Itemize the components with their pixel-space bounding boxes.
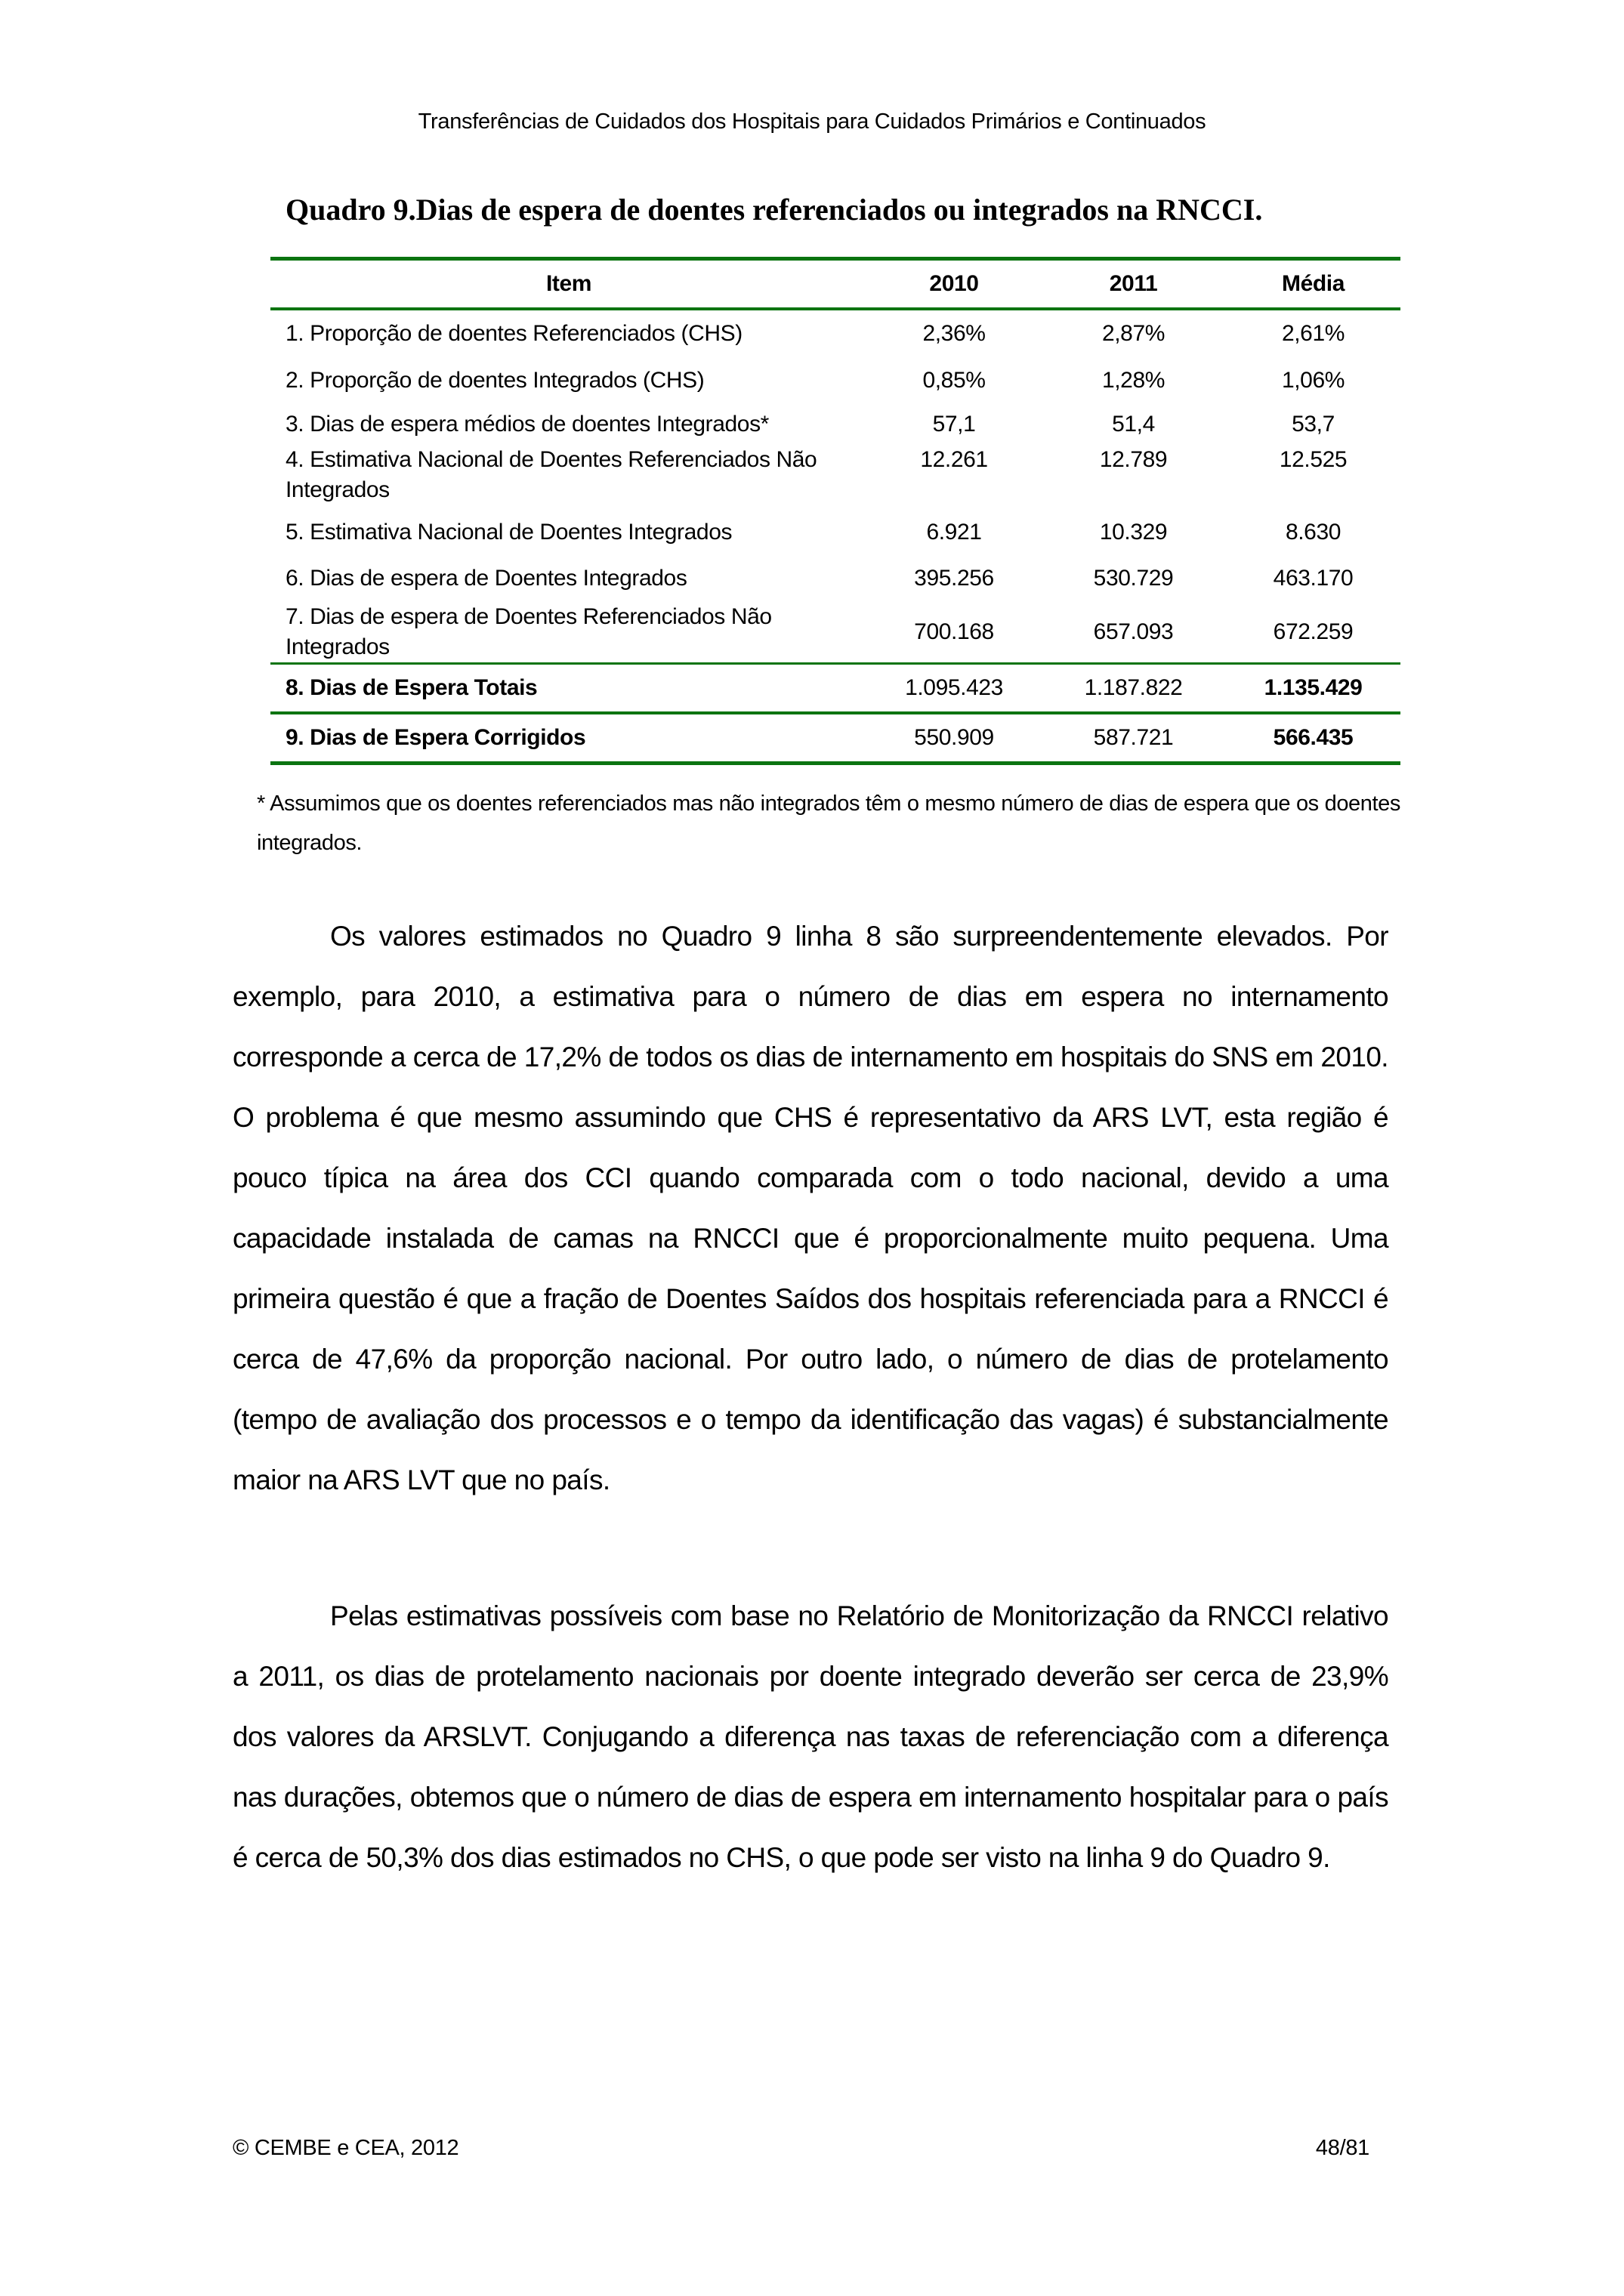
- table-row: [270, 404, 1400, 445]
- row-item-label: 6. Dias de espera de Doentes Integrados: [286, 566, 687, 591]
- row-item-label: 4. Estimativa Nacional de Doentes Referenciados Não Integrados: [286, 447, 817, 502]
- row-value-media: 566.435: [1226, 713, 1400, 764]
- body-paragraph-2-container: [233, 1586, 1388, 1888]
- row-value-2010: 12.261: [920, 447, 988, 472]
- row-value-media: 672.259: [1273, 619, 1354, 644]
- running-header: Transferências de Cuidados dos Hospitais para Cuidados Primários e Continuados: [418, 110, 1206, 134]
- row-value-2010: 550.909: [867, 713, 1041, 764]
- body-paragraph: Pelas estimativas possíveis com base no Relatório de Monitorização da RNCCI relativo a 2011, os dias de protelamento nacionais por doente integrado deverão ser cerca de 23,9% dos valores da ARSLVT. Conjugando a diferença nas taxas de referenciação com a diferença nas durações, obtemos que o número de dias de espera em internamento hospitalar para o país é cerca de 50,3% dos dias estimados no CHS, o que pode ser visto na linha 9 do Quadro 9.: [233, 1600, 1388, 1873]
- row-value-2010: 0,85%: [922, 368, 986, 393]
- row-value-2010: 57,1: [932, 412, 976, 437]
- footer-copyright: © CEMBE e CEA, 2012: [233, 2136, 459, 2160]
- column-header-item: Item: [270, 259, 867, 310]
- row-item-label: 1. Proporção de doentes Referenciados (CHS): [286, 321, 743, 346]
- table-row: [270, 602, 1400, 664]
- row-value-media: 1,06%: [1281, 368, 1345, 393]
- data-table: [270, 257, 1400, 765]
- row-value-2011: 2,87%: [1101, 321, 1166, 346]
- column-header-2011: 2011: [1041, 259, 1226, 310]
- table-caption: Quadro 9.Dias de espera de doentes referenciados ou integrados na RNCCI.: [286, 193, 1263, 227]
- row-item-label: 8. Dias de Espera Totais: [270, 664, 867, 714]
- row-value-2010: 395.256: [914, 566, 994, 591]
- table-row: [270, 510, 1400, 555]
- row-value-media: 53,7: [1292, 412, 1335, 437]
- row-item-label: 5. Estimativa Nacional de Doentes Integrados: [286, 520, 733, 545]
- table-row-corrected: [270, 713, 1400, 764]
- row-item-label: 3. Dias de espera médios de doentes Integrados*: [286, 412, 769, 437]
- table-row: [270, 445, 1400, 510]
- row-value-2011: 51,4: [1112, 412, 1155, 437]
- table-row-total: [270, 664, 1400, 714]
- table-row: [270, 309, 1400, 357]
- row-value-media: 12.525: [1279, 447, 1348, 472]
- row-value-2010: 700.168: [914, 619, 994, 644]
- row-value-2011: 657.093: [1093, 619, 1174, 644]
- table-header-row: [270, 259, 1400, 310]
- table-row: [270, 357, 1400, 404]
- row-value-2011: 1,28%: [1101, 368, 1166, 393]
- row-item-label: 7. Dias de espera de Doentes Referenciados Não Integrados: [286, 604, 772, 659]
- row-value-media: 1.135.429: [1226, 664, 1400, 714]
- row-value-media: 2,61%: [1281, 321, 1345, 346]
- row-value-2011: 587.721: [1041, 713, 1226, 764]
- row-value-media: 8.630: [1285, 520, 1341, 545]
- body-paragraph: Os valores estimados no Quadro 9 linha 8 são surpreendentemente elevados. Por exemplo, para 2010, a estimativa para o número de dias em espera no internamento corresponde a cerca de 17,2% de todos os dias de internamento em hospitais do SNS em 2010. O problema é que mesmo assumindo que CHS é representativo da ARS LVT, esta região é pouco típica na área dos CCI quando comparada com o todo nacional, devido a uma capacidade instalada de camas na RNCCI que é proporcionalmente muito pequena. Uma primeira questão é que a fração de Doentes Saídos dos hospitais referenciada para a RNCCI é cerca de 47,6% da proporção nacional. Por outro lado, o número de dias de protelamento (tempo de avaliação dos processos e o tempo da identificação das vagas) é substancialmente maior na ARS LVT que no país.: [233, 921, 1388, 1495]
- row-value-2010: 2,36%: [922, 321, 986, 346]
- row-value-2011: 10.329: [1099, 520, 1168, 545]
- row-value-media: 463.170: [1273, 566, 1354, 591]
- column-header-media: Média: [1226, 259, 1400, 310]
- row-value-2010: 6.921: [926, 520, 982, 545]
- table-row: [270, 555, 1400, 602]
- row-value-2011: 530.729: [1093, 566, 1174, 591]
- row-item-label: 9. Dias de Espera Corrigidos: [270, 713, 867, 764]
- body-paragraph-1-container: [233, 906, 1388, 1511]
- column-header-2010: 2010: [867, 259, 1041, 310]
- row-value-2010: 1.095.423: [867, 664, 1041, 714]
- footer-page-number: 48/81: [1315, 2136, 1369, 2160]
- row-value-2011: 1.187.822: [1041, 664, 1226, 714]
- row-value-2011: 12.789: [1099, 447, 1168, 472]
- table-footnote: * Assumimos que os doentes referenciados mas não integrados têm o mesmo número de dias de espera que os doentes integrados.: [257, 792, 1400, 855]
- row-item-label: 2. Proporção de doentes Integrados (CHS): [286, 368, 705, 393]
